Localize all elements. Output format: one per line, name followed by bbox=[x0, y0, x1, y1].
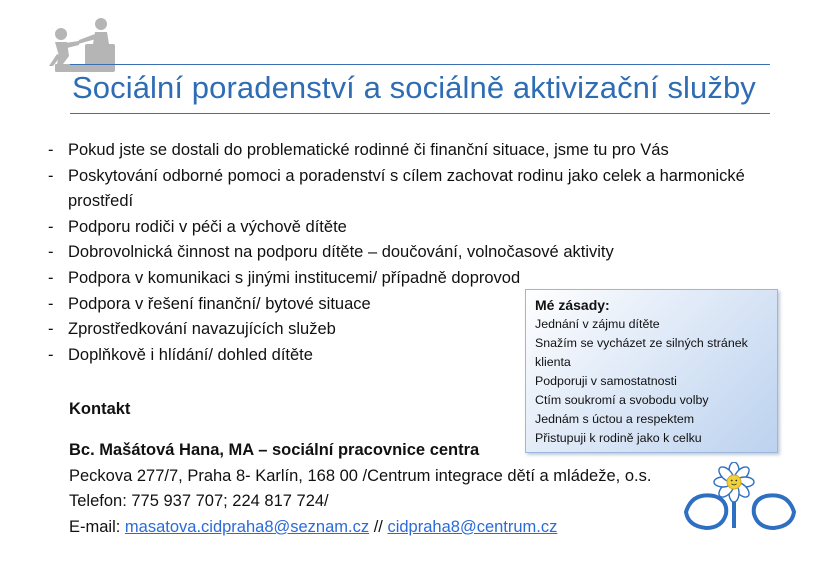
principle-item: Přistupuji k rodině jako k celku bbox=[535, 431, 702, 445]
email-label: E-mail: bbox=[69, 517, 125, 536]
list-item: - Pokud jste se dostali do problematické rodinné či finanční situace, jsme tu pro Vás bbox=[48, 138, 748, 164]
list-item: - Podporu rodiči v péči a výchově dítěte bbox=[48, 215, 748, 241]
principle-item: Jednám s úctou a respektem bbox=[535, 412, 695, 426]
contact-heading: Kontakt bbox=[69, 400, 131, 418]
principle-item: Podporuji v samostatnosti bbox=[535, 374, 677, 388]
contact-block bbox=[69, 438, 651, 540]
bullet-dash: - bbox=[48, 268, 54, 287]
principle-item: Jednání v zájmu dítěte bbox=[535, 317, 660, 331]
helping-hand-climb-icon bbox=[45, 14, 117, 78]
bullet-dash: - bbox=[48, 294, 54, 313]
bullet-dash: - bbox=[48, 166, 54, 185]
email-separator: // bbox=[369, 517, 388, 536]
bullet-dash: - bbox=[48, 141, 54, 159]
bullet-dash: - bbox=[48, 217, 54, 236]
contact-address: Peckova 277/7, Praha 8- Karlín, 168 00 /Centrum integrace dětí a mládeže, o.s. bbox=[69, 466, 652, 485]
list-item: - Dobrovolnická činnost na podporu dítěte – doučování, volnočasové aktivity bbox=[48, 240, 748, 266]
principle-item: Ctím soukromí a svobodu volby bbox=[535, 393, 709, 407]
bullet-dash: - bbox=[48, 345, 54, 364]
list-item: - Poskytování odborné pomoci a poradenství s cílem zachovat rodinu jako celek a harmonické prostředí bbox=[48, 164, 748, 215]
list-item: - Podpora v komunikaci s jinými institucemi/ případně doprovod bbox=[48, 266, 748, 292]
list-item: - Zprostředkování navazujících služeb bbox=[48, 317, 748, 343]
bullet-dash: - bbox=[48, 243, 54, 262]
email-link-primary[interactable]: masatova.cidpraha8@seznam.cz bbox=[124, 517, 370, 536]
contact-phone: Telefon: 775 937 707; 224 817 724/ bbox=[69, 492, 329, 511]
title-rule-top bbox=[70, 64, 770, 65]
daisy-flower-logo-icon bbox=[682, 462, 800, 534]
email-link-secondary[interactable]: cidpraha8@centrum.cz bbox=[387, 517, 558, 536]
list-item: - Doplňkově i hlídání/ dohled dítěte bbox=[48, 343, 748, 369]
page-title: Sociální poradenství a sociálně aktivizační služby bbox=[72, 70, 756, 105]
list-item: - Podpora v řešení finanční/ bytové situace bbox=[48, 292, 748, 318]
title-rule-bottom bbox=[70, 113, 770, 114]
bullet-dash: - bbox=[48, 320, 54, 339]
principles-box bbox=[525, 289, 778, 453]
principles-heading: Mé zásady: bbox=[535, 297, 610, 313]
principle-item: Snažím se vycházet ze silných stránek bbox=[535, 336, 748, 350]
contact-email-line bbox=[69, 515, 651, 541]
contact-name: Bc. Mašátová Hana, MA – sociální pracovnice centra bbox=[69, 441, 480, 459]
principle-item: klienta bbox=[535, 355, 571, 369]
